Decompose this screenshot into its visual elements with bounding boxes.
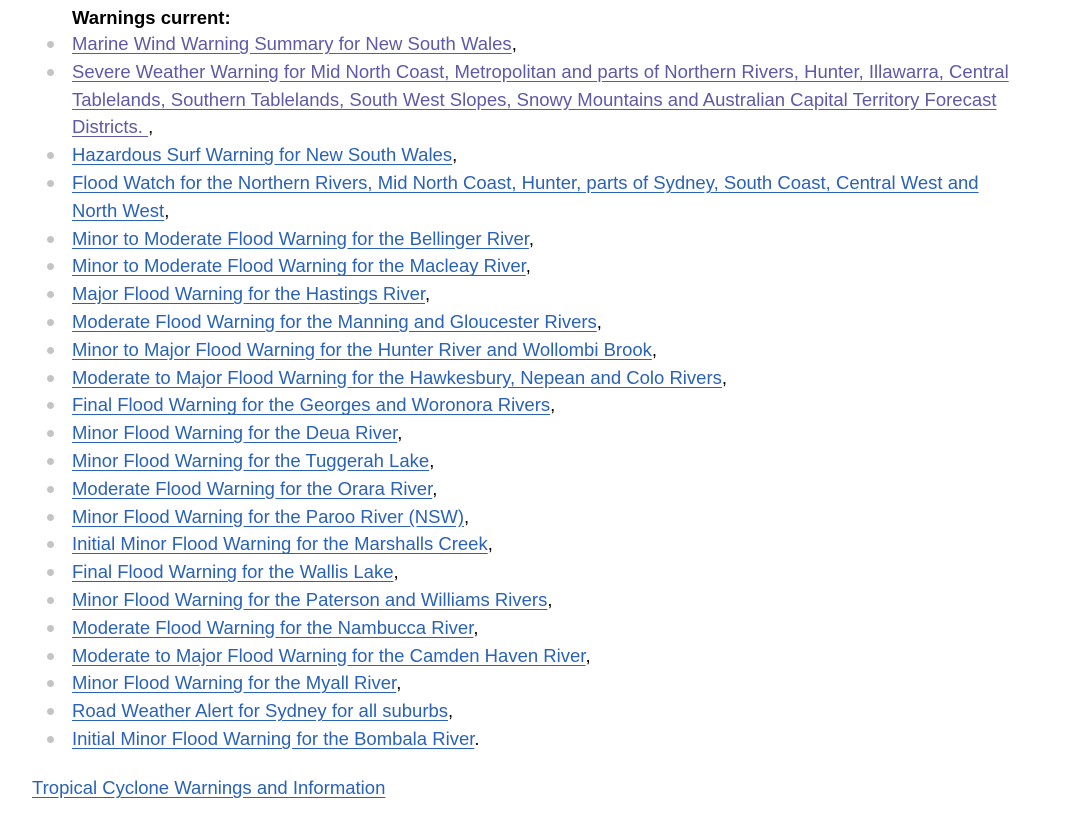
- list-separator: ,: [429, 449, 435, 471]
- bullet-icon: [47, 347, 54, 354]
- list-separator: ,: [473, 616, 479, 638]
- warning-link[interactable]: Moderate Flood Warning for the Nambucca River: [72, 616, 474, 638]
- warning-list-item: [0, 558, 1080, 586]
- list-separator: ,: [164, 199, 170, 221]
- warning-link[interactable]: Minor to Major Flood Warning for the Hunter River and Wollombi Brook: [72, 338, 652, 360]
- warning-list-item: [0, 336, 1080, 364]
- list-separator: ,: [550, 394, 556, 416]
- bullet-icon: [47, 486, 54, 493]
- warning-list-item: [0, 725, 1080, 753]
- list-separator: ,: [487, 533, 493, 555]
- warning-link[interactable]: Marine Wind Warning Summary for New South Wales: [72, 33, 512, 54]
- warning-list-item: [0, 530, 1080, 558]
- warnings-section: [0, 6, 1080, 753]
- warning-list-item: [0, 614, 1080, 642]
- warning-list-item: [0, 391, 1080, 419]
- bullet-icon: [47, 180, 54, 187]
- bullet-icon: [47, 236, 54, 243]
- warning-link[interactable]: Minor to Moderate Flood Warning for the Macleay River: [72, 255, 526, 277]
- bullet-icon: [47, 653, 54, 660]
- bullet-icon: [47, 375, 54, 382]
- bullet-icon: [47, 514, 54, 521]
- warning-list-item: [0, 669, 1080, 697]
- bullet-icon: [47, 680, 54, 687]
- list-separator: ,: [393, 561, 399, 583]
- bullet-icon: [47, 69, 54, 76]
- warning-list-item: [0, 169, 1080, 225]
- tropical-cyclone-link[interactable]: Tropical Cyclone Warnings and Information: [32, 777, 386, 798]
- warning-list-item: [0, 419, 1080, 447]
- bullet-icon: [47, 597, 54, 604]
- bullet-icon: [47, 736, 54, 743]
- list-separator: ,: [528, 227, 535, 249]
- bullet-icon: [47, 430, 54, 437]
- bullet-icon: [47, 458, 54, 465]
- list-separator: ,: [651, 338, 658, 360]
- warning-link[interactable]: Minor Flood Warning for the Paterson and Williams Rivers: [72, 588, 548, 610]
- warning-link[interactable]: Initial Minor Flood Warning for the Marshalls Creek: [72, 533, 488, 555]
- warnings-list: [0, 30, 1080, 753]
- warning-list-item: [0, 697, 1080, 725]
- warning-list-item: [0, 642, 1080, 670]
- list-separator: ,: [396, 672, 402, 694]
- list-separator: ,: [585, 644, 591, 666]
- list-separator: ,: [464, 505, 470, 527]
- warning-list-item: [0, 586, 1080, 614]
- warning-list-item: [0, 308, 1080, 336]
- bullet-icon: [47, 263, 54, 270]
- list-separator: ,: [721, 366, 727, 388]
- warning-link[interactable]: Minor to Moderate Flood Warning for the Bellinger River: [72, 227, 529, 249]
- bullet-icon: [47, 402, 54, 409]
- warning-link[interactable]: Minor Flood Warning for the Deua River: [72, 422, 398, 444]
- warning-link[interactable]: Road Weather Alert for Sydney for all suburbs: [72, 700, 449, 722]
- bullet-icon: [47, 541, 54, 548]
- list-separator: ,: [596, 310, 602, 332]
- list-separator: ,: [448, 700, 454, 722]
- warning-link[interactable]: Severe Weather Warning for Mid North Coast, Metropolitan and parts of Northern Rivers, Hunter, Illawarra, Central Tablelands, Southern Tablelands, South West Slopes, Snowy Mountains and Australian Capital Territory Forecast Districts.: [72, 60, 1009, 138]
- list-separator: ,: [525, 255, 531, 277]
- warning-link[interactable]: Minor Flood Warning for the Tuggerah Lake: [72, 449, 430, 471]
- warning-link[interactable]: Moderate to Major Flood Warning for the Camden Haven River: [72, 644, 586, 666]
- warning-list-item: [0, 280, 1080, 308]
- list-separator: ,: [432, 477, 438, 499]
- warning-list-item: [0, 141, 1080, 169]
- list-separator: ,: [452, 144, 458, 166]
- warning-link[interactable]: Final Flood Warning for the Georges and Woronora Rivers: [72, 394, 551, 416]
- list-separator: ,: [397, 422, 403, 444]
- warning-link[interactable]: Minor Flood Warning for the Myall River: [72, 672, 397, 694]
- warning-list-item: [0, 475, 1080, 503]
- list-separator: ,: [148, 116, 154, 138]
- warning-link[interactable]: Moderate Flood Warning for the Orara River: [72, 477, 433, 499]
- bullet-icon: [47, 291, 54, 298]
- warning-list-item: [0, 58, 1080, 141]
- warning-list-item: [0, 364, 1080, 392]
- bullet-icon: [47, 625, 54, 632]
- warning-link[interactable]: Initial Minor Flood Warning for the Bombala River: [72, 727, 475, 749]
- list-separator: ,: [511, 33, 517, 54]
- list-separator: ,: [547, 588, 553, 610]
- warning-link[interactable]: Minor Flood Warning for the Paroo River (NSW): [72, 505, 465, 527]
- warning-link[interactable]: Moderate Flood Warning for the Manning and Gloucester Rivers: [72, 310, 597, 332]
- bullet-icon: [47, 152, 54, 159]
- warning-list-item: [0, 447, 1080, 475]
- bullet-icon: [47, 41, 54, 48]
- bullet-icon: [47, 319, 54, 326]
- warning-link[interactable]: Final Flood Warning for the Wallis Lake: [72, 561, 394, 583]
- warning-list-item: [0, 503, 1080, 531]
- warning-list-item: [0, 225, 1080, 253]
- warning-link[interactable]: Moderate to Major Flood Warning for the Hawkesbury, Nepean and Colo Rivers: [72, 366, 722, 388]
- warning-link[interactable]: Flood Watch for the Northern Rivers, Mid North Coast, Hunter, parts of Sydney, South Coast, Central West and North West: [72, 171, 979, 221]
- warning-list-item: [0, 252, 1080, 280]
- list-separator: ,: [425, 283, 431, 305]
- warning-link[interactable]: Major Flood Warning for the Hastings River: [72, 283, 426, 305]
- list-separator: .: [474, 727, 480, 749]
- warning-list-item: [0, 30, 1080, 58]
- warning-link[interactable]: Hazardous Surf Warning for New South Wales: [72, 144, 453, 166]
- warnings-heading: Warnings current:: [72, 7, 231, 28]
- bullet-icon: [47, 708, 54, 715]
- bullet-icon: [47, 569, 54, 576]
